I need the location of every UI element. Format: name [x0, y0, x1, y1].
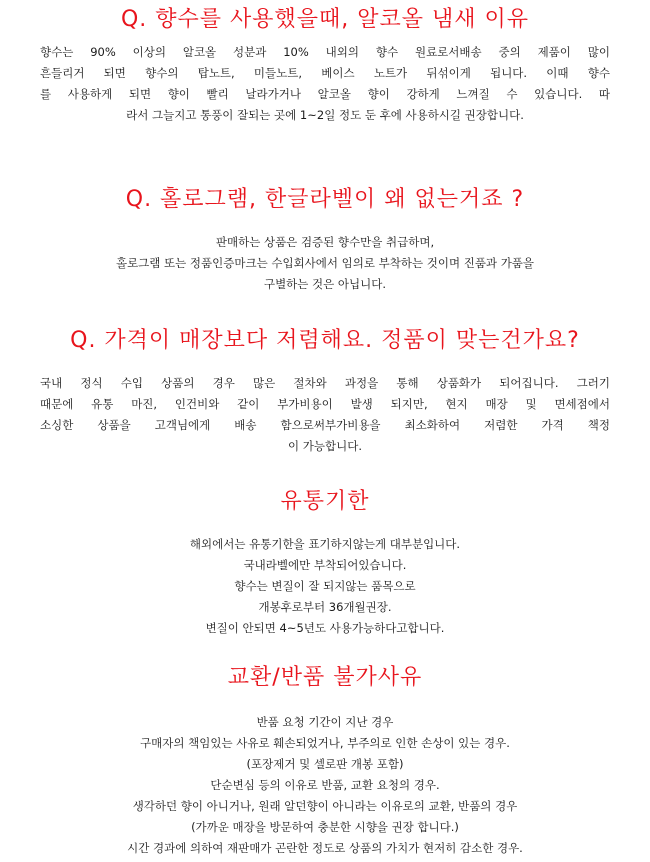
body-line: 소싱한 상품을 고객님에게 배송 함으로써부가비용을 최소화하여 저렴한 가격 책정 — [40, 418, 610, 432]
body-line: 흔들리거 되면 향수의 탑노트, 미들노트, 베이스 노트가 뒤섞이게 됩니다. 이때 향수 — [40, 66, 610, 80]
section-body-expiry — [40, 534, 610, 639]
body-line: 구별하는 것은 아닙니다. — [263, 277, 387, 291]
body-line: 변질이 안되면 4~5년도 사용가능하다고합니다. — [205, 621, 445, 635]
body-line: 국내라벨에만 부착되어있습니다. — [243, 558, 407, 572]
section-title-expiry: 유통기한 — [280, 489, 370, 514]
section-body-price — [40, 373, 610, 457]
section-body-alcohol-smell — [40, 42, 610, 126]
body-line: (가까운 매장을 방문하여 충분한 시향을 권장 합니다.) — [191, 820, 459, 834]
body-line: 개봉후로부터 36개월권장. — [258, 600, 392, 614]
body-line: 홀로그램 또는 정품인증마크는 수입회사에서 임의로 부착하는 것이며 진품과 가품을 — [115, 256, 535, 270]
body-line: (포장제거 및 셀로판 개봉 포함) — [246, 757, 404, 771]
body-line: 해외에서는 유통기한을 표기하지않는게 대부분입니다. — [189, 537, 461, 551]
body-line: 생각하던 향이 아니거나, 원래 알던향이 아니라는 이유로의 교환, 반품의 경우 — [132, 799, 518, 813]
section-title-price: Q. 가격이 매장보다 저렴해요. 정품이 맞는건가요? — [70, 328, 580, 353]
body-line: 단순변심 등의 이유로 반품, 교환 요청의 경우. — [210, 778, 440, 792]
section-body-no-return — [40, 712, 610, 859]
body-line: 이 가능합니다. — [288, 439, 362, 453]
body-line: 향수는 90% 이상의 알코올 성분과 10% 내외의 향수 원료로서배송 중의 제품이 많이 — [40, 45, 610, 59]
body-line: 때문에 유통 마진, 인건비와 같이 부가비용이 발생 되지만, 현지 매장 및 면세점에서 — [40, 397, 610, 411]
body-line: 향수는 변질이 잘 되지않는 품목으로 — [234, 579, 416, 593]
section-title-hologram-label: Q. 홀로그램, 한글라벨이 왜 없는거죠 ? — [125, 187, 525, 212]
body-line: 를 사용하게 되면 향이 빨리 날라가거나 알코올 향이 강하게 느껴질 수 있습니다. 따 — [40, 87, 610, 101]
body-line: 구매자의 책임있는 사유로 훼손되었거나, 부주의로 인한 손상이 있는 경우. — [140, 736, 510, 750]
body-line: 라서 그늘지고 통풍이 잘되는 곳에 1~2일 정도 둔 후에 사용하시길 권장합니다. — [126, 108, 524, 122]
section-title-alcohol-smell: Q. 향수를 사용했을때, 알코올 냄새 이유 — [120, 7, 530, 32]
section-title-no-return: 교환/반품 불가사유 — [227, 665, 423, 690]
body-line: 반품 요청 기간이 지난 경우 — [256, 715, 394, 729]
body-line: 시간 경과에 의하여 재판매가 곤란한 정도로 상품의 가치가 현저히 감소한 경우. — [127, 841, 523, 855]
body-line: 국내 정식 수입 상품의 경우 많은 절차와 과정을 통해 상품화가 되어집니다. 그러기 — [40, 376, 610, 390]
body-line: 판매하는 상품은 검증된 향수만을 취급하며, — [215, 235, 435, 249]
section-body-hologram-label — [40, 232, 610, 295]
